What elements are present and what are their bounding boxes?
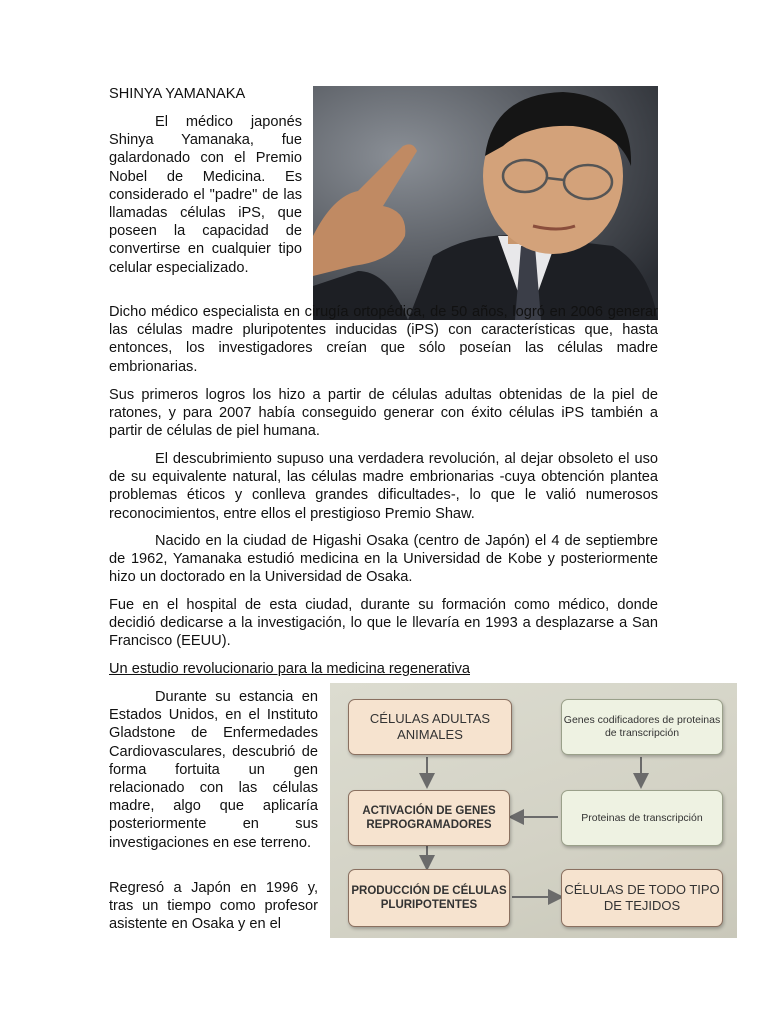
portrait-photo: [313, 86, 658, 320]
paragraph-return-japan: Regresó a Japón en 1996 y, tras un tiempo como profesor asistente en Osaka y en el: [109, 880, 318, 933]
paragraph-intro: El médico japonés Shinya Yamanaka, fue galardonado con el Premio Nobel de Medicina. Es considerado el "padre" de las llamadas células iPS, que poseen la capacidad de convertirse en cualquier tipo celular especializado.: [109, 114, 302, 276]
box-genes-coding: Genes codificadores de proteinas de transcripción: [561, 699, 723, 755]
box-adult-cells: CÉLULAS ADULTAS ANIMALES: [348, 699, 512, 755]
box-pluripotent-cells: PRODUCCIÓN DE CÉLULAS PLURIPOTENTES: [348, 869, 510, 927]
paragraph-specialist: [109, 303, 658, 376]
section-subheading: Un estudio revolucionario para la medicina regenerativa: [109, 661, 470, 677]
portrait-icon: [313, 86, 658, 320]
paragraph-first-achievements: Sus primeros logros los hizo a partir de células adultas obtenidas de la piel de ratones, y para 2007 había conseguido generar con éxito células iPS también a partir de células de piel humana.: [109, 387, 658, 440]
box-all-tissue-cells: CÉLULAS DE TODO TIPO DE TEJIDOS: [561, 869, 723, 927]
paragraph-hospital: Fue en el hospital de esta ciudad, durante su formación como médico, donde decidió dedicarse a la investigación, lo que le llevaría en 1993 a desplazarse a San Francisco (EEUU).: [109, 597, 658, 650]
box-transcription-proteins: Proteinas de transcripción: [561, 790, 723, 846]
paragraph-birth: Nacido en la ciudad de Higashi Osaka (centro de Japón) el 4 de septiembre de 1962, Yamanaka estudió medicina en la Universidad de Kobe y posteriormente hizo un doctorado en la Universidad de Osaka.: [109, 533, 658, 586]
box-gene-activation: ACTIVACIÓN DE GENES REPROGRAMADORES: [348, 790, 510, 846]
document-title: SHINYA YAMANAKA: [109, 86, 246, 102]
paragraph-specialist-text: Dicho médico especialista en cirugía ortopédica, de 50 años, logró en 2006 generar las células madre pluripotentes inducidas (iPS) con características que, hasta entonces, los investigadores creían que sólo poseían las células madre embrionarias.: [109, 304, 658, 375]
flow-diagram: [330, 683, 737, 938]
paragraph-usa-stay: Durante su estancia en Estados Unidos, en el Instituto Gladstone de Enfermedades Cardiovasculares, descubrió de forma fortuita un gen relacionado con las células madre, algo que aplicaría posteriormente en sus investigaciones en ese terreno.: [109, 689, 318, 851]
paragraph-discovery: El descubrimiento supuso una verdadera revolución, al dejar obsoleto el uso de su equivalente natural, las células madre embrionarias -cuya obtención plantea problemas éticos y conlleva grandes dificultades-, lo que le valió numerosos reconocimientos, entre ellos el prestigioso Premio Shaw.: [109, 451, 658, 522]
